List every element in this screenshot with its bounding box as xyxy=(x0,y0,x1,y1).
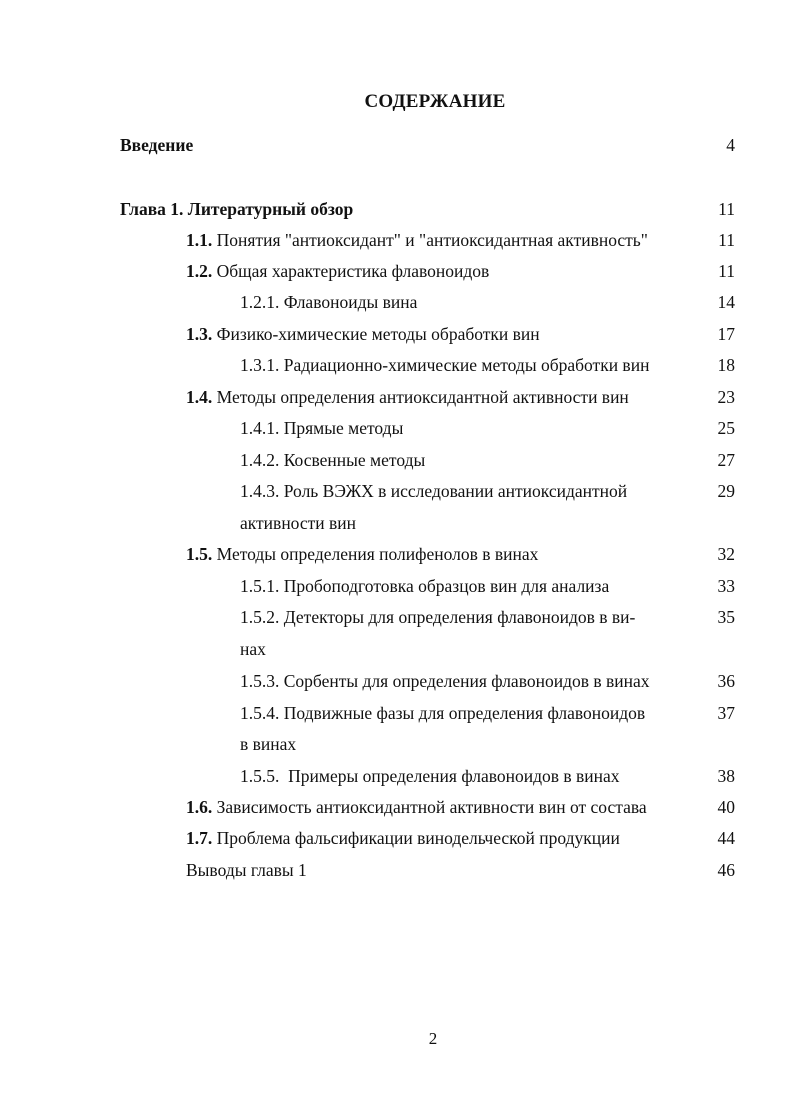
toc-entry-1-1[interactable] xyxy=(0,228,799,252)
toc-entry-page: 11 xyxy=(718,230,735,250)
toc-entry-page: 18 xyxy=(717,355,735,375)
toc-entry-text: Методы определения полифенолов в винах xyxy=(216,544,539,564)
toc-entry-text: 1.4.1. Прямые методы xyxy=(240,418,404,438)
toc-entry-1-4[interactable] xyxy=(0,385,799,409)
toc-entry-1-5-4-continuation xyxy=(0,732,799,756)
toc-entry-1-2[interactable] xyxy=(0,259,799,283)
toc-entry-1-2-1[interactable] xyxy=(0,290,799,314)
toc-entry-1-4-3[interactable] xyxy=(0,479,799,503)
toc-entry-1-6[interactable] xyxy=(0,795,799,819)
toc-entry-1-4-3-continuation xyxy=(0,511,799,535)
toc-entry-page: 11 xyxy=(718,199,735,219)
toc-entry-text: Выводы главы 1 xyxy=(186,860,307,880)
toc-entry-1-4-1[interactable] xyxy=(0,416,799,440)
toc-entry-text: 1.4.3. Роль ВЭЖХ в исследовании антиоксидантной xyxy=(240,481,628,501)
toc-entry-number: 1.2. xyxy=(186,261,213,281)
toc-entry-1-5[interactable] xyxy=(0,542,799,566)
toc-entry-page: 33 xyxy=(717,576,735,596)
page-title: СОДЕРЖАНИЕ xyxy=(364,91,506,112)
toc-entry-page: 4 xyxy=(726,135,735,155)
toc-entry-page: 25 xyxy=(717,418,735,438)
toc-entry-text: 1.5.4. Подвижные фазы для определения флавоноидов xyxy=(240,703,646,723)
toc-entry-page: 37 xyxy=(717,703,735,723)
toc-entry-text: 1.2.1. Флавоноиды вина xyxy=(240,292,418,312)
toc-entry-1-5-4[interactable] xyxy=(0,701,799,725)
toc-entry-page: 17 xyxy=(717,324,735,344)
toc-entry-text: Зависимость антиоксидантной активности вин от состава xyxy=(216,797,647,817)
toc-entry-1-5-5[interactable] xyxy=(0,764,799,788)
toc-entry-text: 1.3.1. Радиационно-химические методы обработки вин xyxy=(240,355,650,375)
toc-entry-text: Понятия "антиоксидант" и "антиоксидантная активность" xyxy=(216,230,648,250)
toc-entry-text: 1.5.2. Детекторы для определения флавоноидов в ви- xyxy=(240,607,636,627)
toc-entry-1-5-2[interactable] xyxy=(0,605,799,629)
toc-entry-page: 46 xyxy=(717,860,735,880)
toc-entry-introduction[interactable] xyxy=(0,133,799,157)
toc-entry-number: 1.5. xyxy=(186,544,213,564)
toc-entry-1-7[interactable] xyxy=(0,826,799,850)
toc-entry-number: 1.7. xyxy=(186,828,213,848)
toc-entry-page: 40 xyxy=(717,797,735,817)
page-number: 2 xyxy=(428,1029,438,1048)
toc-entry-text: 1.5.5. Примеры определения флавоноидов в винах xyxy=(240,766,620,786)
toc-entry-1-5-2-continuation xyxy=(0,637,799,661)
toc-entry-1-5-3[interactable] xyxy=(0,669,799,693)
toc-entry-page: 36 xyxy=(717,671,735,691)
toc-entry-page: 27 xyxy=(717,450,735,470)
toc-entry-text: 1.4.2. Косвенные методы xyxy=(240,450,426,470)
toc-entry-text: 1.5.1. Пробоподготовка образцов вин для анализа xyxy=(240,576,610,596)
toc-entry-text: Физико-химические методы обработки вин xyxy=(216,324,540,344)
toc-entry-text: нах xyxy=(240,639,266,659)
toc-entry-text: в винах xyxy=(240,734,297,754)
toc-entry-1-3[interactable] xyxy=(0,322,799,346)
toc-entry-text: Общая характеристика флавоноидов xyxy=(216,261,490,281)
toc-entry-text: Введение xyxy=(120,135,194,155)
toc-entry-number: 1.6. xyxy=(186,797,213,817)
toc-entry-page: 11 xyxy=(718,261,735,281)
toc-entry-text: Методы определения антиоксидантной активности вин xyxy=(216,387,629,407)
toc-entry-number: 1.3. xyxy=(186,324,213,344)
toc-entry-page: 29 xyxy=(717,481,735,501)
toc-entry-page: 23 xyxy=(717,387,735,407)
toc-entry-1-5-1[interactable] xyxy=(0,574,799,598)
toc-entry-text: активности вин xyxy=(240,513,357,533)
toc-entry-page: 44 xyxy=(717,828,735,848)
toc-entry-conclusions-chapter-1[interactable] xyxy=(0,858,799,882)
toc-entry-page: 38 xyxy=(717,766,735,786)
toc-entry-chapter-1[interactable] xyxy=(0,197,799,221)
toc-entry-page: 35 xyxy=(717,607,735,627)
toc-entry-text: Глава 1. Литературный обзор xyxy=(120,199,354,219)
toc-entry-page: 32 xyxy=(717,544,735,564)
toc-entry-page: 14 xyxy=(717,292,735,312)
toc-entry-text: Проблема фальсификации винодельческой продукции xyxy=(216,828,620,848)
toc-entry-text: 1.5.3. Сорбенты для определения флавоноидов в винах xyxy=(240,671,650,691)
toc-entry-number: 1.4. xyxy=(186,387,213,407)
toc-entry-number: 1.1. xyxy=(186,230,213,250)
toc-entry-1-4-2[interactable] xyxy=(0,448,799,472)
toc-entry-1-3-1[interactable] xyxy=(0,353,799,377)
